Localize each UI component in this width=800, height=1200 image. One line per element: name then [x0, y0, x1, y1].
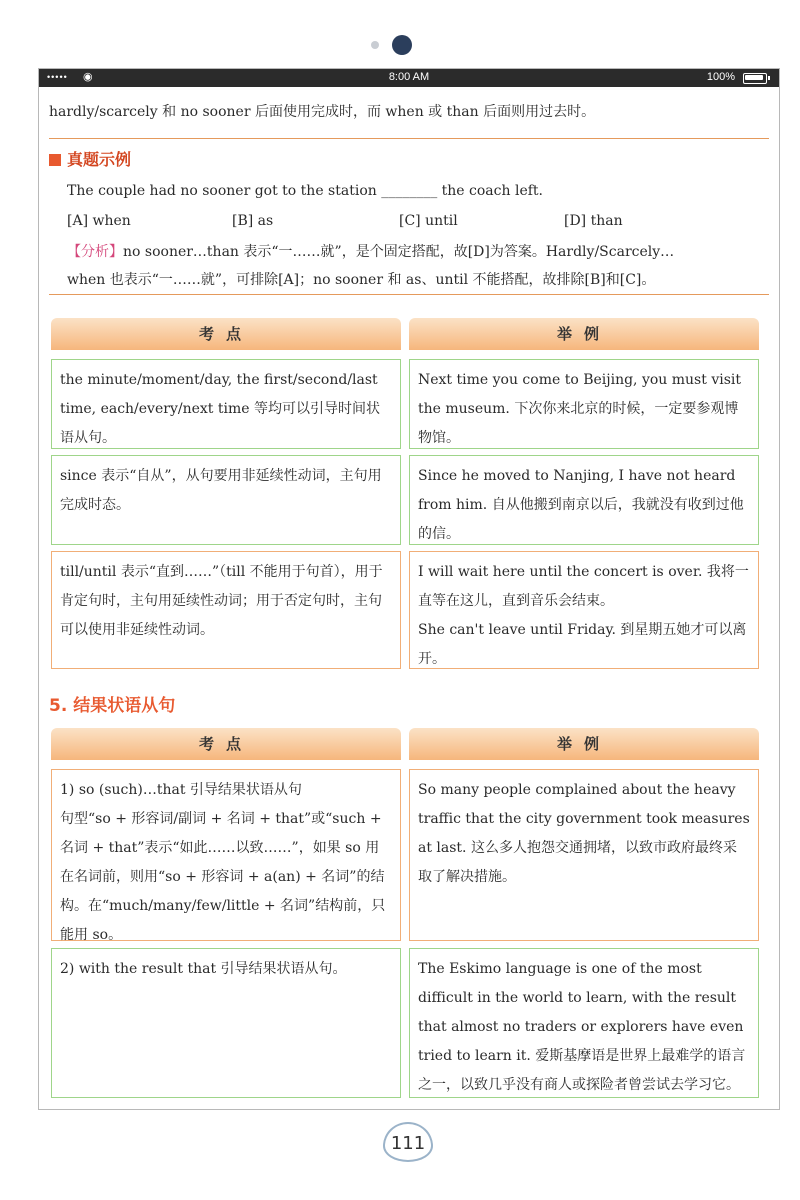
table1-row1-point: the minute/moment/day, the first/second/last time, each/every/next time 等均可以引导时间状语从句。 [51, 359, 401, 449]
table2-row2-point: 2) with the result that 引导结果状语从句。 [51, 948, 401, 1098]
table2-header-example: 举例 [409, 728, 759, 760]
divider [49, 294, 769, 295]
analysis-tag: 【分析】 [67, 244, 123, 260]
option-b: [B] as [232, 213, 274, 229]
option-d: [D] than [564, 213, 623, 229]
option-a: [A] when [67, 213, 131, 229]
page-number: 111 [383, 1122, 433, 1162]
analysis-line-2: when 也表示“一……就”，可排除[A]；no sooner 和 as、until 不能搭配，故排除[B]和[C]。 [67, 272, 656, 288]
option-c: [C] until [399, 213, 458, 229]
table1-row3-example: I will wait here until the concert is over. 我将一直等在这儿，直到音乐会结束。 She can't leave until Friday. 到星期五她才可以离开。 [409, 551, 759, 669]
table1-row2-example: Since he moved to Nanjing, I have not heard from him. 自从他搬到南京以后，我就没有收到过他的信。 [409, 455, 759, 545]
table2-header-point: 考点 [51, 728, 401, 760]
camera-area [0, 30, 800, 60]
analysis-line-1: 【分析】no sooner…than 表示“一……就”，是个固定搭配，故[D]为答案。Hardly/Scarcely… [67, 244, 675, 260]
intro-text: hardly/scarcely 和 no sooner 后面使用完成时，而 when 或 than 后面则用过去时。 [49, 104, 596, 120]
battery-icon [743, 73, 767, 84]
signal-icon: ••••• [47, 72, 68, 82]
camera-dot-small [371, 41, 379, 49]
square-bullet-icon [49, 154, 61, 166]
status-time: 8:00 AM [388, 71, 430, 83]
divider [49, 138, 769, 139]
section-title: 5. 结果状语从句 [49, 696, 176, 716]
example-question: The couple had no sooner got to the station ________ the coach left. [67, 183, 543, 199]
table2-row2-example: The Eskimo language is one of the most difficult in the world to learn, with the result that almost no traders or explorers have even tried to learn it. 爱斯基摩语是世界上最难学的语言之一，以致几乎没有商人或探险者曾尝试去学习它。 [409, 948, 759, 1098]
camera-dot [392, 35, 412, 55]
status-bar [39, 69, 779, 87]
table2-row1-point: 1) so (such)…that 引导结果状语从句 句型“so + 形容词/副词 + 名词 + that”或“such + 名词 + that”表示“如此……以致……”，如果 so 用在名词前，则用“so + 形容词 + a(an) + 名词”的结构。在“much/many/few/little + 名词”结构前，只能用 so。 [51, 769, 401, 941]
table1-header-example: 举例 [409, 318, 759, 350]
table1-header-point: 考点 [51, 318, 401, 350]
table1-row1-example: Next time you come to Beijing, you must visit the museum. 下次你来北京的时候，一定要参观博物馆。 [409, 359, 759, 449]
table1-row3-point: till/until 表示“直到……”（till 不能用于句首），用于肯定句时，主句用延续性动词；用于否定句时，主句可以使用非延续性动词。 [51, 551, 401, 669]
wifi-icon: ◉ [83, 71, 93, 83]
battery-percent: 100% [706, 71, 735, 83]
table1-row2-point: since 表示“自从”，从句要用非延续性动词，主句用完成时态。 [51, 455, 401, 545]
table2-row1-example: So many people complained about the heavy traffic that the city government took measures at last. 这么多人抱怨交通拥堵，以致市政府最终采取了解决措施。 [409, 769, 759, 941]
example-heading: 真题示例 [49, 147, 131, 170]
tablet-screen [38, 68, 780, 1110]
